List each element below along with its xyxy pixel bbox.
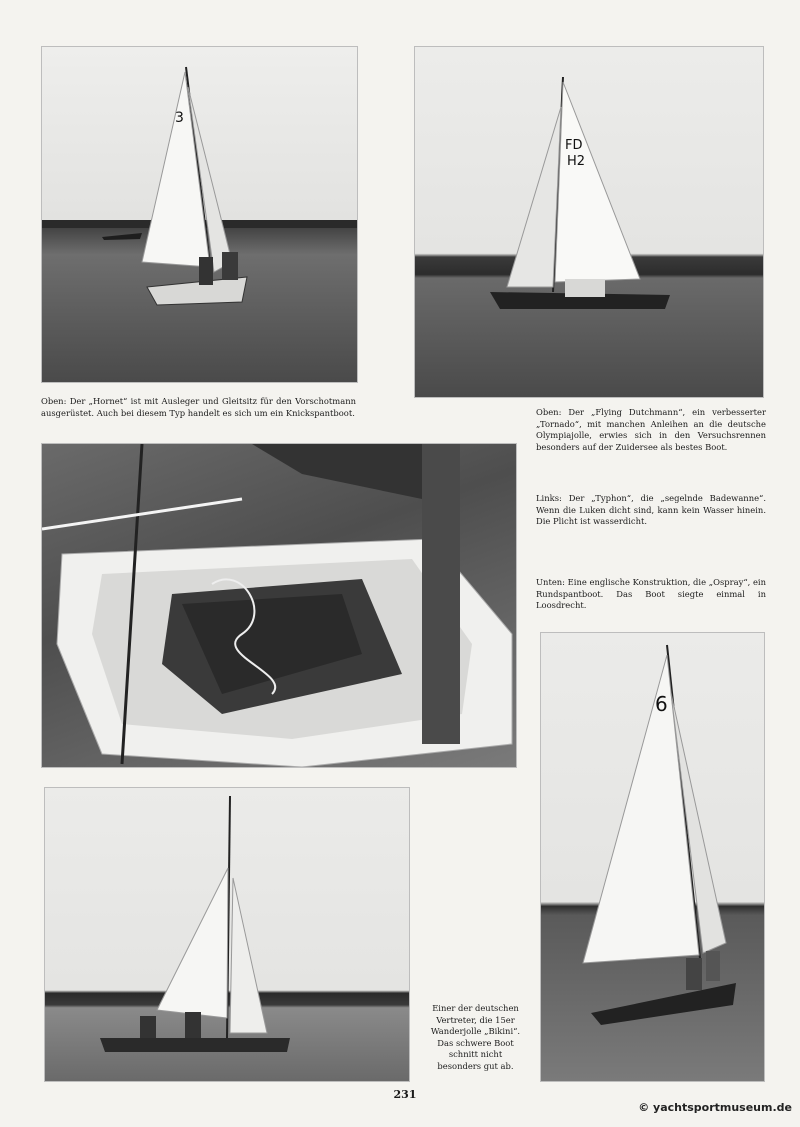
fd-sail-number-bottom: H2 [567, 154, 586, 169]
caption-hornet: Oben: Der „Hornet“ ist mit Ausleger und Gleitsitz für den Vorschotmann ausgerüstet. Auch bei diesem Typ handelt es sich um ein Knickspantboot. [41, 396, 356, 418]
bikini-illustration [45, 788, 409, 1081]
hornet-sail-number: 3 [175, 110, 184, 126]
osprey-illustration [541, 633, 764, 1081]
page-number: 231 [393, 1088, 417, 1101]
flying-dutchman-illustration [415, 47, 763, 397]
osprey-sail-number: 6 [655, 692, 668, 716]
typhon-illustration [42, 444, 516, 767]
watermark: © yachtsportmuseum.de [638, 1101, 792, 1114]
caption-osprey: Unten: Eine englische Konstruktion, die „Ospray“, ein Rundspantboot. Das Boot siegte einmal in Loosdrecht. [536, 577, 766, 611]
caption-typhon: Links: Der „Typhon“, die „segelnde Badewanne“. Wenn die Luken dicht sind, kann kein Wasser hinein. Die Plicht ist wasserdicht. [536, 493, 766, 527]
photo-typhon [42, 444, 516, 767]
fd-sail-number-top: FD [565, 138, 583, 153]
photo-flying-dutchman [415, 47, 763, 397]
hornet-illustration [42, 47, 357, 382]
photo-bikini [45, 788, 409, 1081]
photo-hornet [42, 47, 357, 382]
caption-flying-dutchman: Oben: Der „Flying Dutchmann“, ein verbesserter „Tornado“, mit manchen Anleihen an die deutsche Olympiajolle, erwies sich in den Versuchsrennen besonders auf der Zuidersee als bestes Boot. [536, 407, 766, 452]
photo-osprey [541, 633, 764, 1081]
caption-bikini: Einer der deutschen Vertreter, die 15er Wanderjolle „Bikini“. Das schwere Boot schnitt nicht besonders gut ab. [430, 1003, 521, 1071]
